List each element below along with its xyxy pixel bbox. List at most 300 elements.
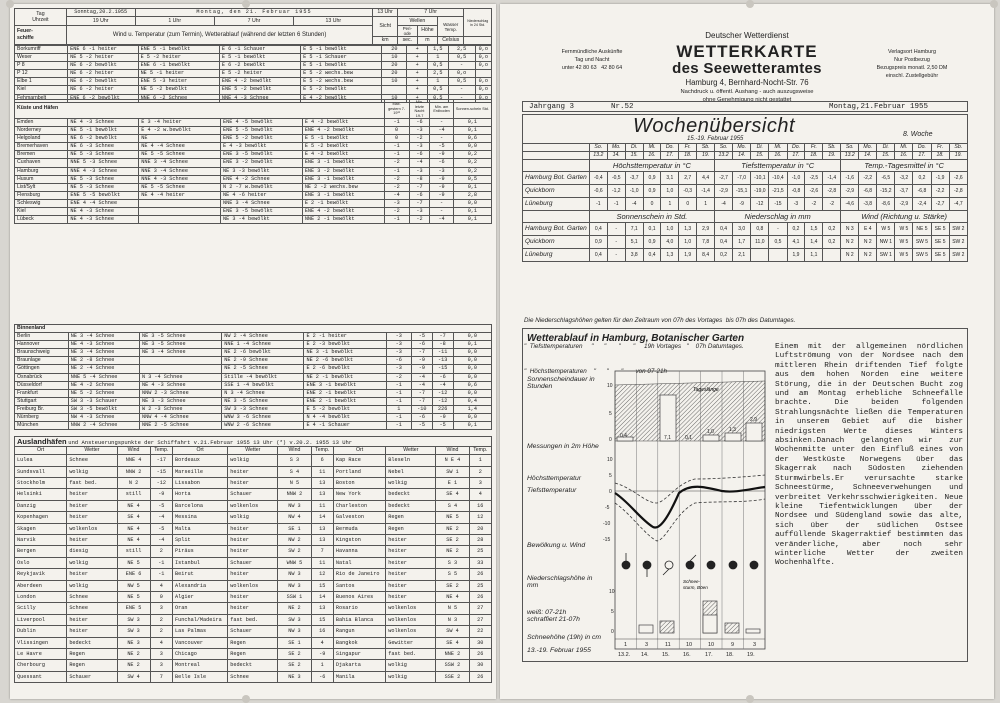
lightships-table <box>14 45 492 103</box>
week-value-cell: 1,3 <box>679 223 697 236</box>
precip-legend: weiß: 07-21h schraffiert 21-07h <box>527 609 580 623</box>
inland-row-cell: 0,0 <box>453 333 491 341</box>
week-days-cell: Mi. <box>643 144 661 152</box>
foreign-port-cell: SSW 2 <box>436 660 469 671</box>
week-value-cell: 1,9 <box>679 249 697 262</box>
week-value-cell: 0 <box>679 198 697 211</box>
foreign-port-cell: Piräus <box>173 546 228 557</box>
week-days-cell: So. <box>841 144 859 152</box>
inland-row-cell: ENE 2 -1 bewölkt <box>304 389 386 397</box>
week-value-cell: -6,5 <box>877 172 895 185</box>
address: Hamburg 4, Bernhard-Nocht-Str. 76 <box>685 78 809 87</box>
foreign-port-cell: 4 <box>311 637 333 648</box>
punch-hole <box>990 0 998 8</box>
week-value-cell: - <box>607 249 625 262</box>
inland-row <box>15 414 492 422</box>
foreign-port-cell: N 5 <box>436 603 469 614</box>
foreign-port-cell: wolkenlos <box>386 603 436 614</box>
svg-text:15.: 15. <box>662 652 670 658</box>
coast-row-cell: -1 <box>384 167 409 175</box>
foreign-port-cell: NE 4 <box>436 591 469 602</box>
svg-text:1,0: 1,0 <box>707 429 714 435</box>
foreign-port-cell: 20 <box>469 523 491 534</box>
inland-row-cell: -8 <box>432 341 453 349</box>
inland-row-cell: NE 3 -4 Schnee <box>68 333 139 341</box>
coast-row-cell: ENE 4 -2 bewölkt <box>302 127 384 135</box>
foreign-port-cell: SW 3 <box>278 614 311 625</box>
lightship-row-cell: 10 <box>382 54 407 62</box>
foreign-port-cell: N 2 <box>117 477 150 488</box>
inland-row-cell: Braunschweig <box>15 349 69 357</box>
lightship-row-cell: 10 <box>382 78 407 86</box>
foreign-port-cell: wolkenlos <box>386 614 436 625</box>
heading-13-uhr: 13 Uhr <box>373 9 397 17</box>
week-value-cell: SW 2 <box>949 236 967 249</box>
foreign-port-cell: Bangkok <box>333 637 385 648</box>
week-dates-cell: 13.2 <box>715 152 733 160</box>
issue-number: Nr.52 <box>611 103 634 111</box>
inland-row-cell: 226 <box>432 405 453 413</box>
week-days-cell: Do. <box>787 144 805 152</box>
week-value-cell <box>769 249 787 262</box>
foreign-ports-note: und Ansteuerungspunkte der Schiffahrt v.21.Februar 1955 13 Uhr (*) v.20.2. 1955 13 Uhr <box>68 439 353 446</box>
inland-row-cell: -12 <box>432 397 453 405</box>
inland-row-cell: NE 3 -3 Schnee <box>139 397 221 405</box>
inland-row-cell: NE 3 -5 Schnee <box>139 341 221 349</box>
foreign-port-cell: Vlissingen <box>15 637 67 648</box>
coast-row-cell: Norderney <box>15 127 68 135</box>
lightship-row-cell: 0,o <box>475 62 491 70</box>
coast-row-cell: Lübeck <box>15 216 68 224</box>
week-days-cell: Do. <box>913 144 931 152</box>
foreign-port-cell: ENE 6 <box>117 569 150 580</box>
inland-row-cell: NW 2 -4 Schnee <box>222 333 304 341</box>
coast-row-cell: Schleswig <box>15 199 68 207</box>
lightships-note: Wind u. Temperatur (zum Termin), Wetterablauf (während der letzten 6 Stunden) <box>66 26 373 45</box>
weather-narrative: Einem mit der allgemeinen nördlichen Luftströmung von der Nordsee nach dem mittleren Rhein driftenden Tief folgte aus dem hohen Norden eine weitere Störung, die in der Deutschen Bucht zog und am Montag erhebliche Schneefälle brachte. Die beiden folgenden Strahlungsnächte ließen die Temperaturen in unserem Gebiet auf die bisher niedrigsten Werte dieses Winters absinken.Danach gelangten wir zur Wochenmitte unter den Einfluß eines von der Westküste Norwegens über das Skagerrak nach Südosten ziehenden Sturmwirbels.Er verursachte starke Schneestürme, Schneeverwehungen und verbreitet Verkehrsschwierigkeiten. Neue kleine Tiefentwicklungen über der Nordsee und Südengland sowie das alte, sich über der südlichen Ostsee auffüllende Skagerraktief bestimmten das veränderliche, aber noch sehr winterliche Wetter der zweiten Wochenhälfte. <box>775 343 963 568</box>
foreign-port-cell: Stockholm <box>15 477 67 488</box>
foreign-port-cell: Charleston <box>333 500 385 511</box>
title-wetterkarte: WETTERKARTE <box>676 42 818 61</box>
inland-row <box>15 349 492 357</box>
coast-row-cell: -2 <box>384 208 409 216</box>
svg-text:16.: 16. <box>683 652 691 658</box>
inland-row-cell: N 3 -4 Schnee <box>139 373 221 381</box>
week-station-row <box>523 172 968 185</box>
inland-row-cell: -4 <box>411 381 432 389</box>
week-value-cell: -4 <box>715 198 733 211</box>
foreign-port-cell: 11 <box>311 500 333 511</box>
week-value-cell: N 2 <box>859 249 877 262</box>
foreign-ports-table <box>14 446 492 683</box>
lightship-row-cell: 20 <box>382 62 407 70</box>
week-days-cell: Fr. <box>805 144 823 152</box>
week-value-cell: 4,0 <box>661 236 679 249</box>
coast-row-cell: -7 <box>409 183 430 191</box>
lightship-row-cell: Borkumriff <box>15 46 68 54</box>
foreign-port-cell: ENE 5 <box>117 603 150 614</box>
svg-text:13.2.: 13.2. <box>618 652 631 658</box>
lightship-row-cell: + <box>407 54 428 62</box>
coast-row-cell: -3 <box>430 167 453 175</box>
foreign-port-cell: S 4 <box>278 466 311 477</box>
week-value-cell: NW 1 <box>877 236 895 249</box>
foreign-port-cell: Montreal <box>173 660 228 671</box>
inland-row-cell: SW 3 -3 Schnee <box>222 405 304 413</box>
unit-celsius: Celsius <box>437 37 463 45</box>
week-value-cell: 0,8 <box>751 223 769 236</box>
foreign-port-cell: Liverpool <box>15 614 67 625</box>
foreign-port-cell: -1 <box>150 569 172 580</box>
foreign-port-cell: 33 <box>469 557 491 568</box>
inland-row-cell: -6 <box>411 414 432 422</box>
lightship-row-cell: ENE 5 -3 heiter <box>138 78 219 86</box>
week-value-cell: W 5 <box>895 249 913 262</box>
coast-title: Küste und Häfen <box>15 100 385 119</box>
foreign-port-cell: Marseille <box>173 466 228 477</box>
week-dates-cell: 15. <box>625 152 643 160</box>
coast-row-cell: E 5 -1 bewölkt <box>302 135 384 143</box>
lightship-row-cell: E 5 -2 wechs.bew <box>301 70 382 78</box>
week-value-cell: 0,2 <box>715 249 733 262</box>
inland-row <box>15 405 492 413</box>
phone-info: Fernmündliche Auskünfte Tag und Nacht unter 42 80 63 42 80 64 <box>561 49 623 71</box>
mean-temp-curve <box>615 487 765 528</box>
coast-row-cell: ENE 3 -1 bewölkt <box>302 159 384 167</box>
foreign-port-cell: NE 2 <box>117 649 150 660</box>
weekly-summary-header <box>522 114 968 143</box>
coast-row-cell: NNE 2 -1 bewölkt <box>302 216 384 224</box>
day-length-area <box>615 381 765 441</box>
week-value-cell: W 5 <box>877 223 895 236</box>
lightship-row-cell: P 12 <box>15 70 68 78</box>
week-value-cell: -15,1 <box>733 185 751 198</box>
foreign-port-cell: 4 <box>469 489 491 500</box>
coast-row-cell: ENE 4 -2 bewölkt <box>302 208 384 216</box>
svg-text:0: 0 <box>609 437 612 443</box>
svg-text:-10: -10 <box>603 521 611 527</box>
coast-row-cell: -3 <box>409 167 430 175</box>
foreign-port-row <box>15 523 492 534</box>
storm-note: Schnee- <box>683 579 701 584</box>
unit-km: km <box>373 37 397 45</box>
foreign-ports-column-heading: Wetter <box>386 447 436 455</box>
unit-sec: sec. <box>397 37 417 45</box>
lightship-row-cell: 0,5 <box>427 62 448 70</box>
wave-height-heading: Höhe <box>417 26 437 37</box>
foreign-port-cell: SW 4 <box>117 671 150 682</box>
lightship-row-cell: 0,o <box>475 78 491 86</box>
foreign-port-cell: Istanbul <box>173 557 228 568</box>
lightship-row-cell: + <box>407 46 428 54</box>
foreign-port-cell: NE 5 <box>117 591 150 602</box>
inland-row-cell: 0,0 <box>453 357 491 365</box>
coast-row-cell: Emden <box>15 119 68 127</box>
foreign-port-cell: 30 <box>469 660 491 671</box>
inland-row-cell: 0,0 <box>453 389 491 397</box>
svg-text:0,4: 0,4 <box>620 433 627 439</box>
coast-row-cell: NNE 3 -4 Schnee <box>139 167 221 175</box>
inland-row-cell: NE 2 -1 bewölkt <box>304 373 386 381</box>
foreign-port-cell: -5 <box>150 500 172 511</box>
week-value-cell: SE 5 <box>931 249 949 262</box>
coast-row-cell: NE 5 -3 Schnee <box>68 151 139 159</box>
inland-row-cell: NE 4 -2 Schnee <box>68 381 139 389</box>
coast-row-cell: - <box>430 208 453 216</box>
inland-title: Binnenland <box>15 325 492 333</box>
foreign-port-cell: 3 <box>469 477 491 488</box>
svg-text:2,9: 2,9 <box>750 417 757 423</box>
foreign-port-cell: Quessant <box>15 671 67 682</box>
foreign-port-cell: Rangun <box>333 626 385 637</box>
lightship-row-cell: P 8 <box>15 62 68 70</box>
lightship-row-cell: NE 5 -1 heiter <box>138 70 219 78</box>
weekly-summary-range: 15.-19. Februar 1955 <box>687 136 744 142</box>
foreign-port-cell: Nebel <box>386 466 436 477</box>
week-value-cell: 5,1 <box>625 236 643 249</box>
inland-row <box>15 422 492 430</box>
inland-row-cell: NW 4 -3 Schnee <box>68 414 139 422</box>
inland-row-cell: Frankfurt <box>15 389 69 397</box>
inland-row-cell: E 5 -2 bewölkt <box>304 405 386 413</box>
lightship-row-cell: Weser <box>15 54 68 62</box>
week-value-cell: -0,6 <box>589 185 607 198</box>
foreign-port-cell: 28 <box>469 534 491 545</box>
week-days-cell: Di. <box>751 144 769 152</box>
coast-row-cell: ENE 4 -5 bewölkt <box>221 119 303 127</box>
week-value-cell: N 2 <box>841 249 859 262</box>
week-value-cell: 4,1 <box>787 236 805 249</box>
lightship-row-cell: 20 <box>382 70 407 78</box>
foreign-port-cell: SE 4 <box>117 512 150 523</box>
coast-row-cell: Helgoland <box>15 135 68 143</box>
week-value-cell: - <box>607 236 625 249</box>
lightship-row-cell <box>475 70 491 78</box>
unit-m: m <box>417 37 437 45</box>
coast-row-cell: 0,0 <box>453 143 491 151</box>
coast-row-cell: 0 <box>384 135 409 143</box>
foreign-port-cell: Helsinki <box>15 489 67 500</box>
week-value-cell <box>823 249 841 262</box>
week-dates-cell: 18. <box>931 152 949 160</box>
week-days-cell: Mi. <box>895 144 913 152</box>
foreign-port-cell: Schauer <box>228 557 278 568</box>
week-station-name: Quickborn <box>523 185 590 198</box>
lightship-row-cell: - <box>448 94 475 102</box>
svg-text:10: 10 <box>607 457 613 463</box>
lightship-row <box>15 86 492 94</box>
week-value-cell: -2 <box>823 198 841 211</box>
snow-depth-label: Schneehöhe (19h) in cm <box>527 634 602 641</box>
foreign-port-cell: heiter <box>228 546 278 557</box>
week-value-cell: SW 2 <box>949 249 967 262</box>
foreign-port-cell: heiter <box>67 489 117 500</box>
svg-text:10: 10 <box>686 642 693 648</box>
week-dates-row <box>523 152 968 160</box>
inland-row-cell: NE 2 -6 bewölkt <box>304 357 386 365</box>
coast-row-cell: -8 <box>409 175 430 183</box>
snow-depth-values <box>624 642 756 648</box>
svg-text:18.: 18. <box>726 652 734 658</box>
week-value-cell: 2,1 <box>733 249 751 262</box>
foreign-port-cell: heiter <box>228 591 278 602</box>
week-value-cell <box>751 249 769 262</box>
inland-row-cell: -3 <box>386 341 411 349</box>
foreign-port-cell: Gewitter <box>386 637 436 648</box>
foreign-port-cell: Schnee <box>67 455 117 466</box>
foreign-port-cell: heiter <box>228 466 278 477</box>
week-value-cell: - <box>769 223 787 236</box>
week-station-row <box>523 185 968 198</box>
coast-row-cell: 0,6 <box>453 135 491 143</box>
foreign-port-cell: Schauer <box>228 489 278 500</box>
foreign-port-cell: -12 <box>150 477 172 488</box>
week-days-cell: Mi. <box>769 144 787 152</box>
lightship-row-cell: 0,o <box>475 86 491 94</box>
svg-text:1,3: 1,3 <box>729 427 736 433</box>
foreign-port-cell: Oran <box>173 603 228 614</box>
foreign-ports-column-heading: Ort <box>173 447 228 455</box>
footnote-precip: Die Niederschlagshöhen gelten für den Zeitraum von 07h des Vortages bis 07h des Datumtages. <box>524 317 796 324</box>
foreign-port-cell: Rio de Janeiro <box>333 569 385 580</box>
week-value-cell: 4,4 <box>697 172 715 185</box>
inland-row-cell: NE 4 -3 Schnee <box>139 381 221 389</box>
foreign-port-cell: Chicago <box>173 649 228 660</box>
foreign-port-cell: NW 3 <box>278 580 311 591</box>
week-value-cell: NE 5 <box>913 223 931 236</box>
week-section-title: Sonnenschein in Std. <box>589 211 714 223</box>
week-value-cell: 7,1 <box>625 223 643 236</box>
inland-row-cell: -3 <box>386 365 411 373</box>
coast-row <box>15 183 492 191</box>
inland-row-cell: -6 <box>432 373 453 381</box>
coast-row-cell: 0,0 <box>453 199 491 207</box>
week-value-cell: -2,2 <box>859 172 877 185</box>
lightship-row-cell: ENE 6 -2 bewölkt <box>68 94 138 102</box>
lightship-row-cell: 2,5 <box>448 46 475 54</box>
foreign-port-cell: Kap Race <box>333 455 385 466</box>
coast-row-cell: - <box>430 119 453 127</box>
week-section-title: Höchsttemperatur in °C <box>589 160 714 172</box>
foreign-port-row <box>15 500 492 511</box>
inland-row-cell: -7 <box>411 349 432 357</box>
svg-text:5: 5 <box>609 411 612 417</box>
week-dates-cell: 15. <box>877 152 895 160</box>
foreign-port-cell: 2 <box>150 546 172 557</box>
lightship-row <box>15 78 492 86</box>
foreign-port-cell: fast bed. <box>228 614 278 625</box>
foreign-port-cell: Regen <box>228 649 278 660</box>
foreign-port-cell: Bergen <box>15 546 67 557</box>
week-value-cell: -2,9 <box>841 185 859 198</box>
lightship-row-cell: + <box>407 78 428 86</box>
heading-19-uhr: 19 Uhr <box>66 17 135 26</box>
foreign-port-cell: 7 <box>311 546 333 557</box>
foreign-port-cell: NNE 4 <box>117 455 150 466</box>
coast-row-cell: -3 <box>409 127 430 135</box>
foreign-port-row <box>15 534 492 545</box>
coast-row <box>15 167 492 175</box>
inland-row-cell: ENE 3 -1 bewölkt <box>304 381 386 389</box>
foreign-port-cell: 0 <box>150 591 172 602</box>
foreign-port-cell: 27 <box>469 603 491 614</box>
lightship-row-cell: 0,o <box>448 70 475 78</box>
week-value-cell: -9 <box>733 198 751 211</box>
coast-row-cell: -4 <box>384 191 409 199</box>
lightship-row <box>15 70 492 78</box>
foreign-port-cell: Beirut <box>173 569 228 580</box>
foreign-port-cell: NE 3 <box>117 637 150 648</box>
inland-row-cell: 0,1 <box>453 422 491 430</box>
coast-row-cell: NNE 3 -4 Schnee <box>221 199 303 207</box>
inland-row-cell: NE 3 -5 Schnee <box>222 397 304 405</box>
week-value-cell: -1,4 <box>697 185 715 198</box>
week-station-row <box>523 236 968 249</box>
foreign-port-cell: Narvik <box>15 534 67 545</box>
foreign-port-cell: heiter <box>386 546 436 557</box>
foreign-port-cell: wolkenlos <box>228 580 278 591</box>
foreign-port-cell: Messina <box>173 512 228 523</box>
foreign-port-cell: wolkenlos <box>228 500 278 511</box>
week-dates-cell: 14. <box>607 152 625 160</box>
lightship-row-cell: NNE 6 -2 Schnee <box>138 94 219 102</box>
lightship-row-cell: + <box>407 62 428 70</box>
foreign-port-row <box>15 649 492 660</box>
week-value-cell: -15 <box>769 198 787 211</box>
inland-row-cell: W 2 -3 Schnee <box>139 405 221 413</box>
week-corner <box>523 160 590 172</box>
week-value-cell: -15,2 <box>877 185 895 198</box>
foreign-port-cell: Regen <box>386 523 436 534</box>
foreign-port-cell: NW 5 <box>117 580 150 591</box>
week-value-cell: -2,6 <box>805 185 823 198</box>
foreign-port-row <box>15 580 492 591</box>
lightship-row-cell: 0,o <box>475 94 491 102</box>
foreign-port-cell: NW 4 <box>278 512 311 523</box>
coast-row <box>15 208 492 216</box>
foreign-port-cell: bedeckt <box>386 500 436 511</box>
inland-row-cell: München <box>15 422 69 430</box>
coast-column-heading: Max. gestern 7-19¹¹ <box>384 100 409 119</box>
weekly-summary-table <box>522 143 968 262</box>
foreign-port-cell: SSE 2 <box>436 671 469 682</box>
coast-row-cell: ENE 4 -2 Schnee <box>221 175 303 183</box>
inland-row-cell: NE 2 -5 Schnee <box>222 365 304 373</box>
lightship-row-cell: 0,5 <box>427 86 448 94</box>
foreign-ports-heading <box>14 436 492 446</box>
week-section-title: Wind (Richtung u. Stärke) <box>841 211 968 223</box>
week-value-cell: -10,1 <box>751 172 769 185</box>
foreign-port-cell: wolkig <box>67 580 117 591</box>
week-value-cell: -3,7 <box>625 172 643 185</box>
foreign-port-cell: 7 <box>150 671 172 682</box>
inland-row-cell: 1 <box>386 405 411 413</box>
foreign-port-cell: N 5 <box>278 477 311 488</box>
foreign-port-cell: -4 <box>150 534 172 545</box>
previous-date: Sonntag,20.2.1955 <box>66 9 135 17</box>
lightship-row-cell: 0,5 <box>448 78 475 86</box>
foreign-port-cell: 1 <box>469 455 491 466</box>
foreign-port-cell: Skagen <box>15 523 67 534</box>
foreign-port-cell: -9 <box>311 649 333 660</box>
foreign-port-cell: heiter <box>386 569 436 580</box>
week-days-cell: So. <box>715 144 733 152</box>
inland-row-cell: -7 <box>432 333 453 341</box>
wave-period-heading: Peri- ode <box>397 26 417 37</box>
week-value-cell: 11,0 <box>751 236 769 249</box>
coast-row-cell: 0,2 <box>453 167 491 175</box>
coast-row-cell: -1 <box>384 151 409 159</box>
